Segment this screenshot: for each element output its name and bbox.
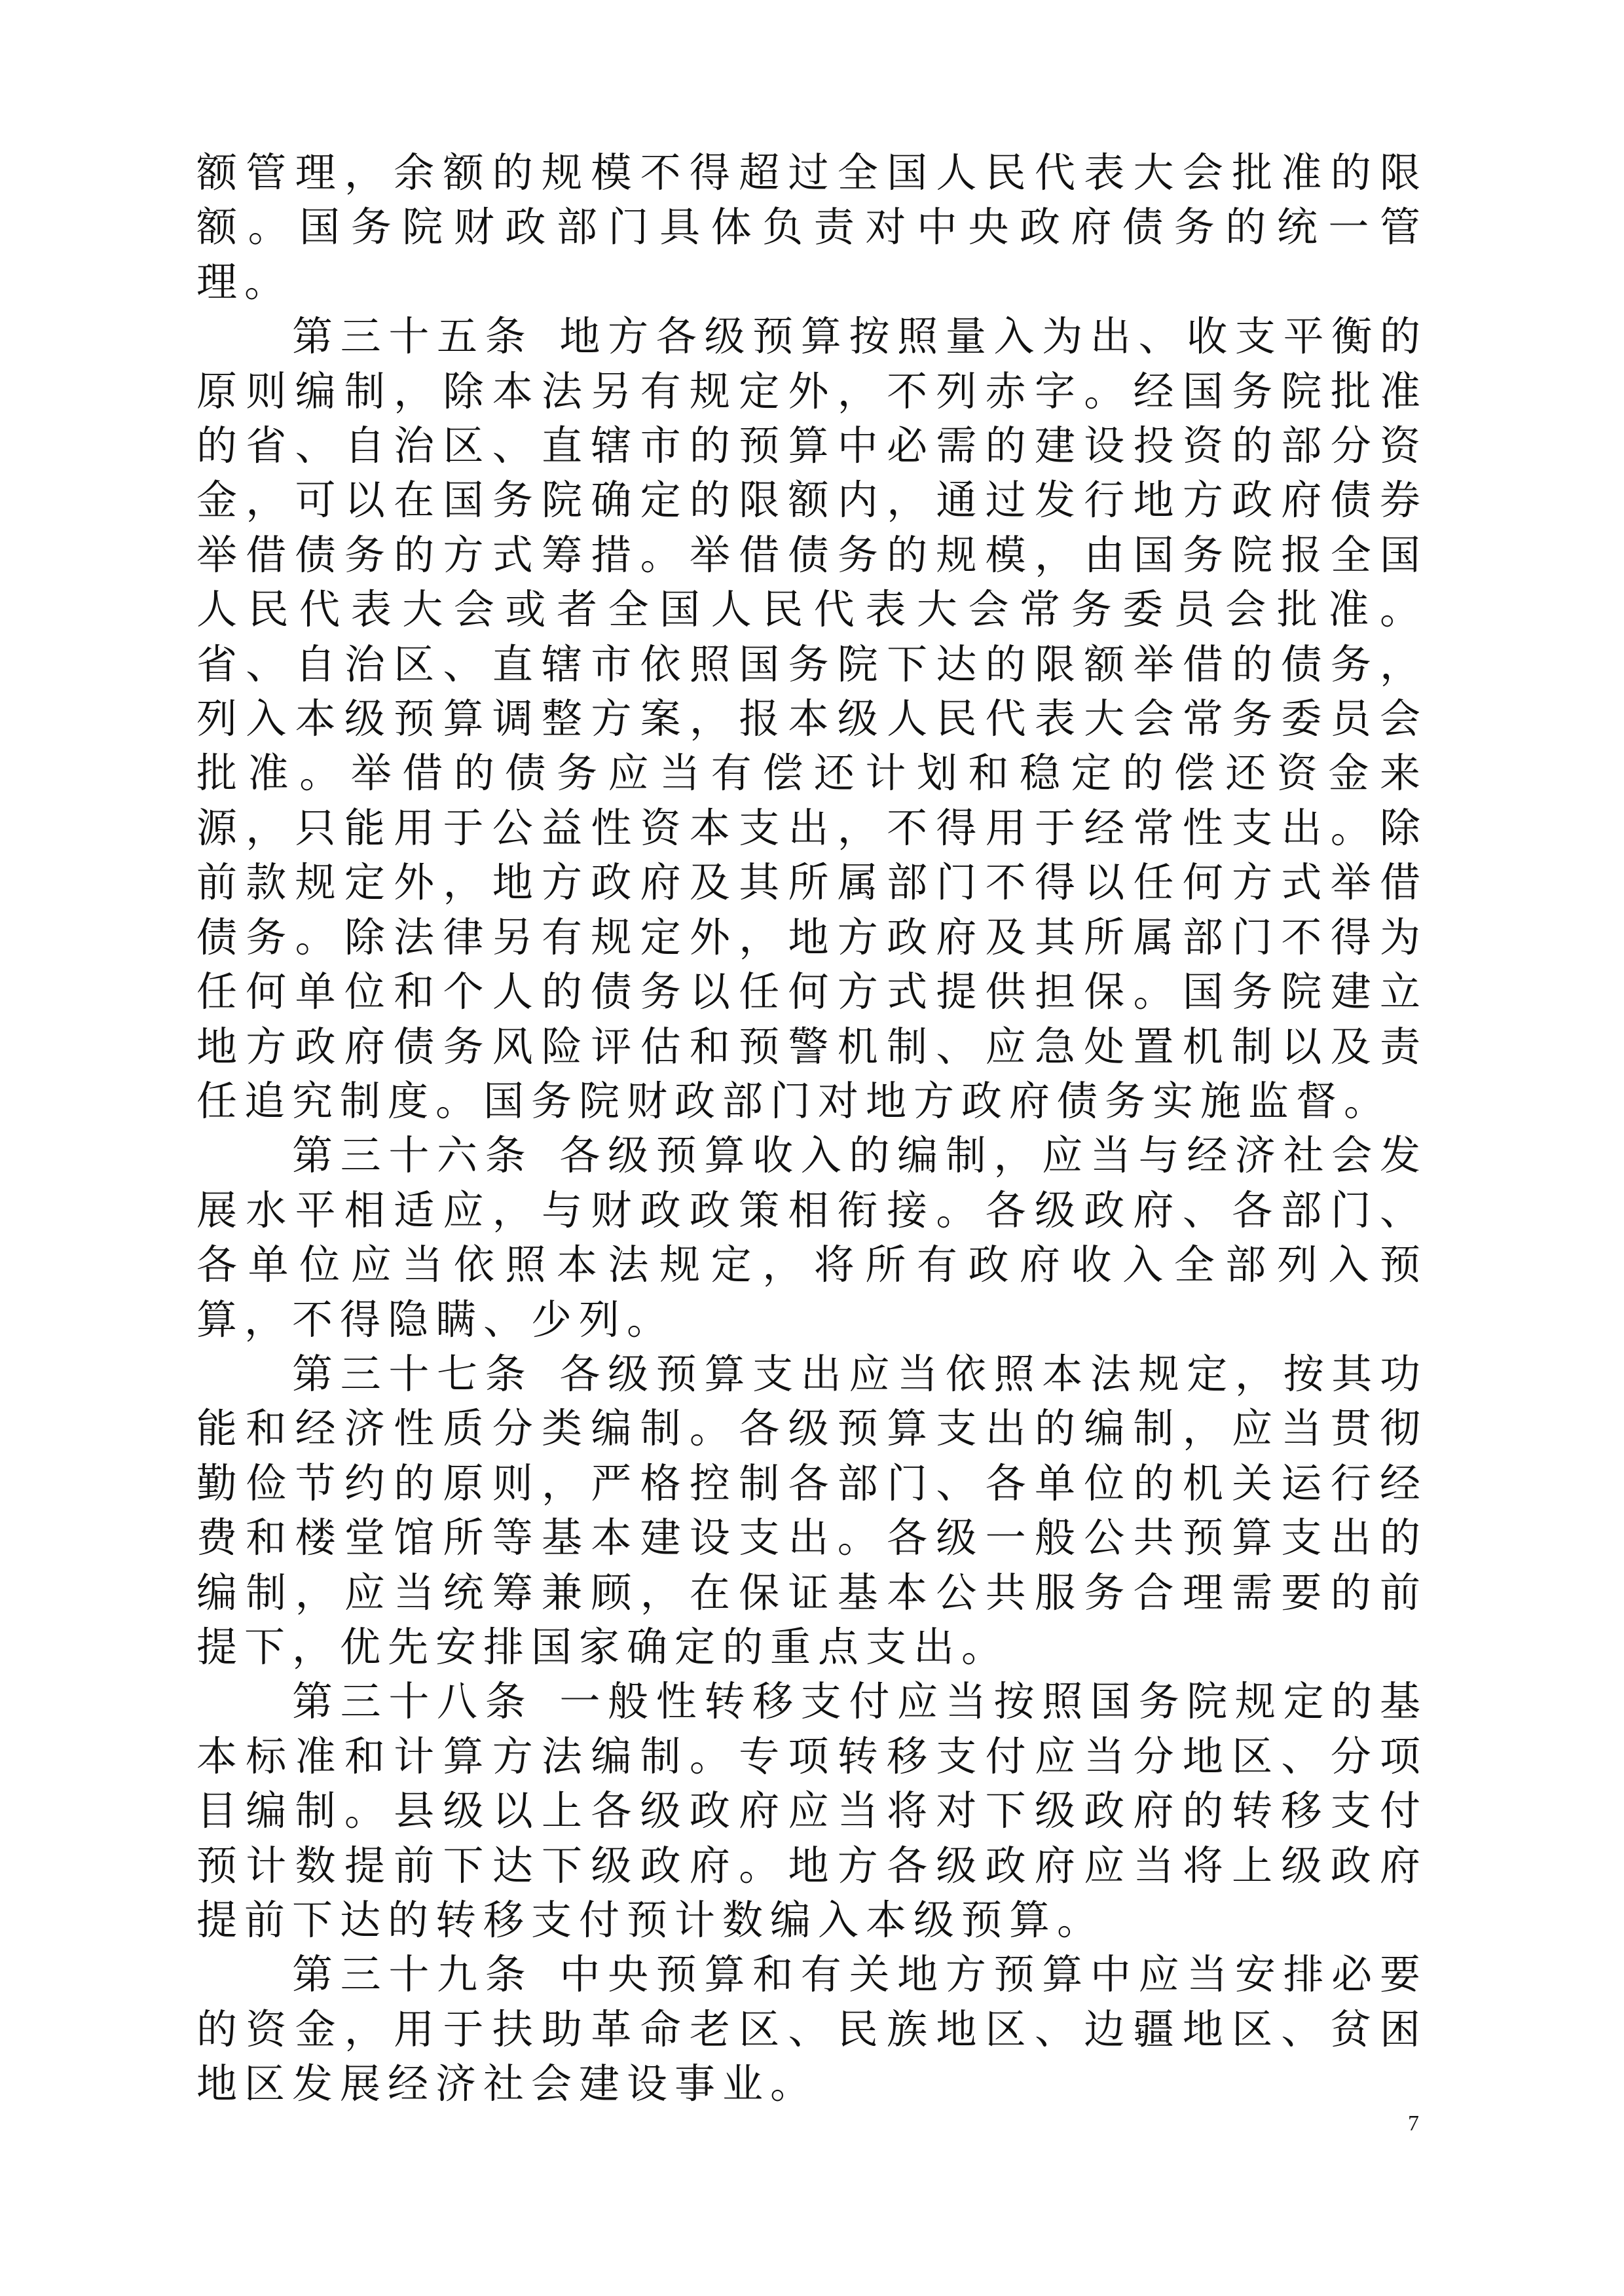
article-number: 第三十八条 bbox=[292, 1677, 534, 1726]
article-37 bbox=[196, 1347, 1428, 1674]
article-number: 第三十五条 bbox=[292, 312, 534, 361]
article-36 bbox=[196, 1128, 1428, 1347]
article-text: 各级预算支出应当依照本法规定，按其功能和经济性质分类编制。各级预算支出的编制，应当贯彻勤俭节约的原则，严格控制各部门、各单位的机关运行经费和楼堂馆所等基本建设支出。各级一般公共预算支出的编制，应当统筹兼顾，在保证基本公共服务合理需要的前提下，优先安排国家确定的重点支出。 bbox=[196, 1349, 1428, 1671]
continuation-paragraph: 额管理，余额的规模不得超过全国人民代表大会批准的限额。国务院财政部门具体负责对中央政府债务的统一管理。 bbox=[196, 149, 1428, 306]
article-text: 一般性转移支付应当按照国务院规定的基本标准和计算方法编制。专项转移支付应当分地区、分项目编制。县级以上各级政府应当将对下级政府的转移支付预计数提前下达下级政府。地方各级政府应当将上级政府提前下达的转移支付预计数编入本级预算。 bbox=[196, 1677, 1428, 1944]
article-text: 地方各级预算按照量入为出、收支平衡的原则编制，除本法另有规定外，不列赤字。经国务院批准的省、自治区、直辖市的预算中必需的建设投资的部分资金，可以在国务院确定的限额内，通过发行地方政府债券举借债务的方式筹措。举借债务的规模，由国务院报全国人民代表大会或者全国人民代表大会常务委员会批准。省、自治区、直辖市依照国务院下达的限额举借的债务，列入本级预算调整方案，报本级人民代表大会常务委员会批准。举借的债务应当有偿还计划和稳定的偿还资金来源，只能用于公益性资本支出，不得用于经常性支出。除前款规定外，地方政府及其所属部门不得以任何方式举借债务。除法律另有规定外，地方政府及其所属部门不得为任何单位和个人的债务以任何方式提供担保。国务院建立地方政府债务风险评估和预警机制、应急处置机制以及责任追究制度。国务院财政部门对地方政府债务实施监督。 bbox=[196, 312, 1428, 1125]
document-body bbox=[196, 145, 1428, 2111]
article-text: 各级预算收入的编制，应当与经济社会发展水平相适应，与财政政策相衔接。各级政府、各部门、各单位应当依照本法规定，将所有政府收入全部列入预算，不得隐瞒、少列。 bbox=[196, 1131, 1428, 1343]
article-number: 第三十六条 bbox=[292, 1131, 534, 1180]
article-text: 中央预算和有关地方预算中应当安排必要的资金，用于扶助革命老区、民族地区、边疆地区、贫困地区发展经济社会建设事业。 bbox=[196, 1950, 1428, 2108]
article-39 bbox=[196, 1947, 1428, 2111]
article-38 bbox=[196, 1674, 1428, 1947]
article-35 bbox=[196, 309, 1428, 1128]
article-number: 第三十七条 bbox=[292, 1349, 534, 1398]
article-number: 第三十九条 bbox=[292, 1950, 534, 1999]
page-number: 7 bbox=[1408, 2111, 1419, 2136]
